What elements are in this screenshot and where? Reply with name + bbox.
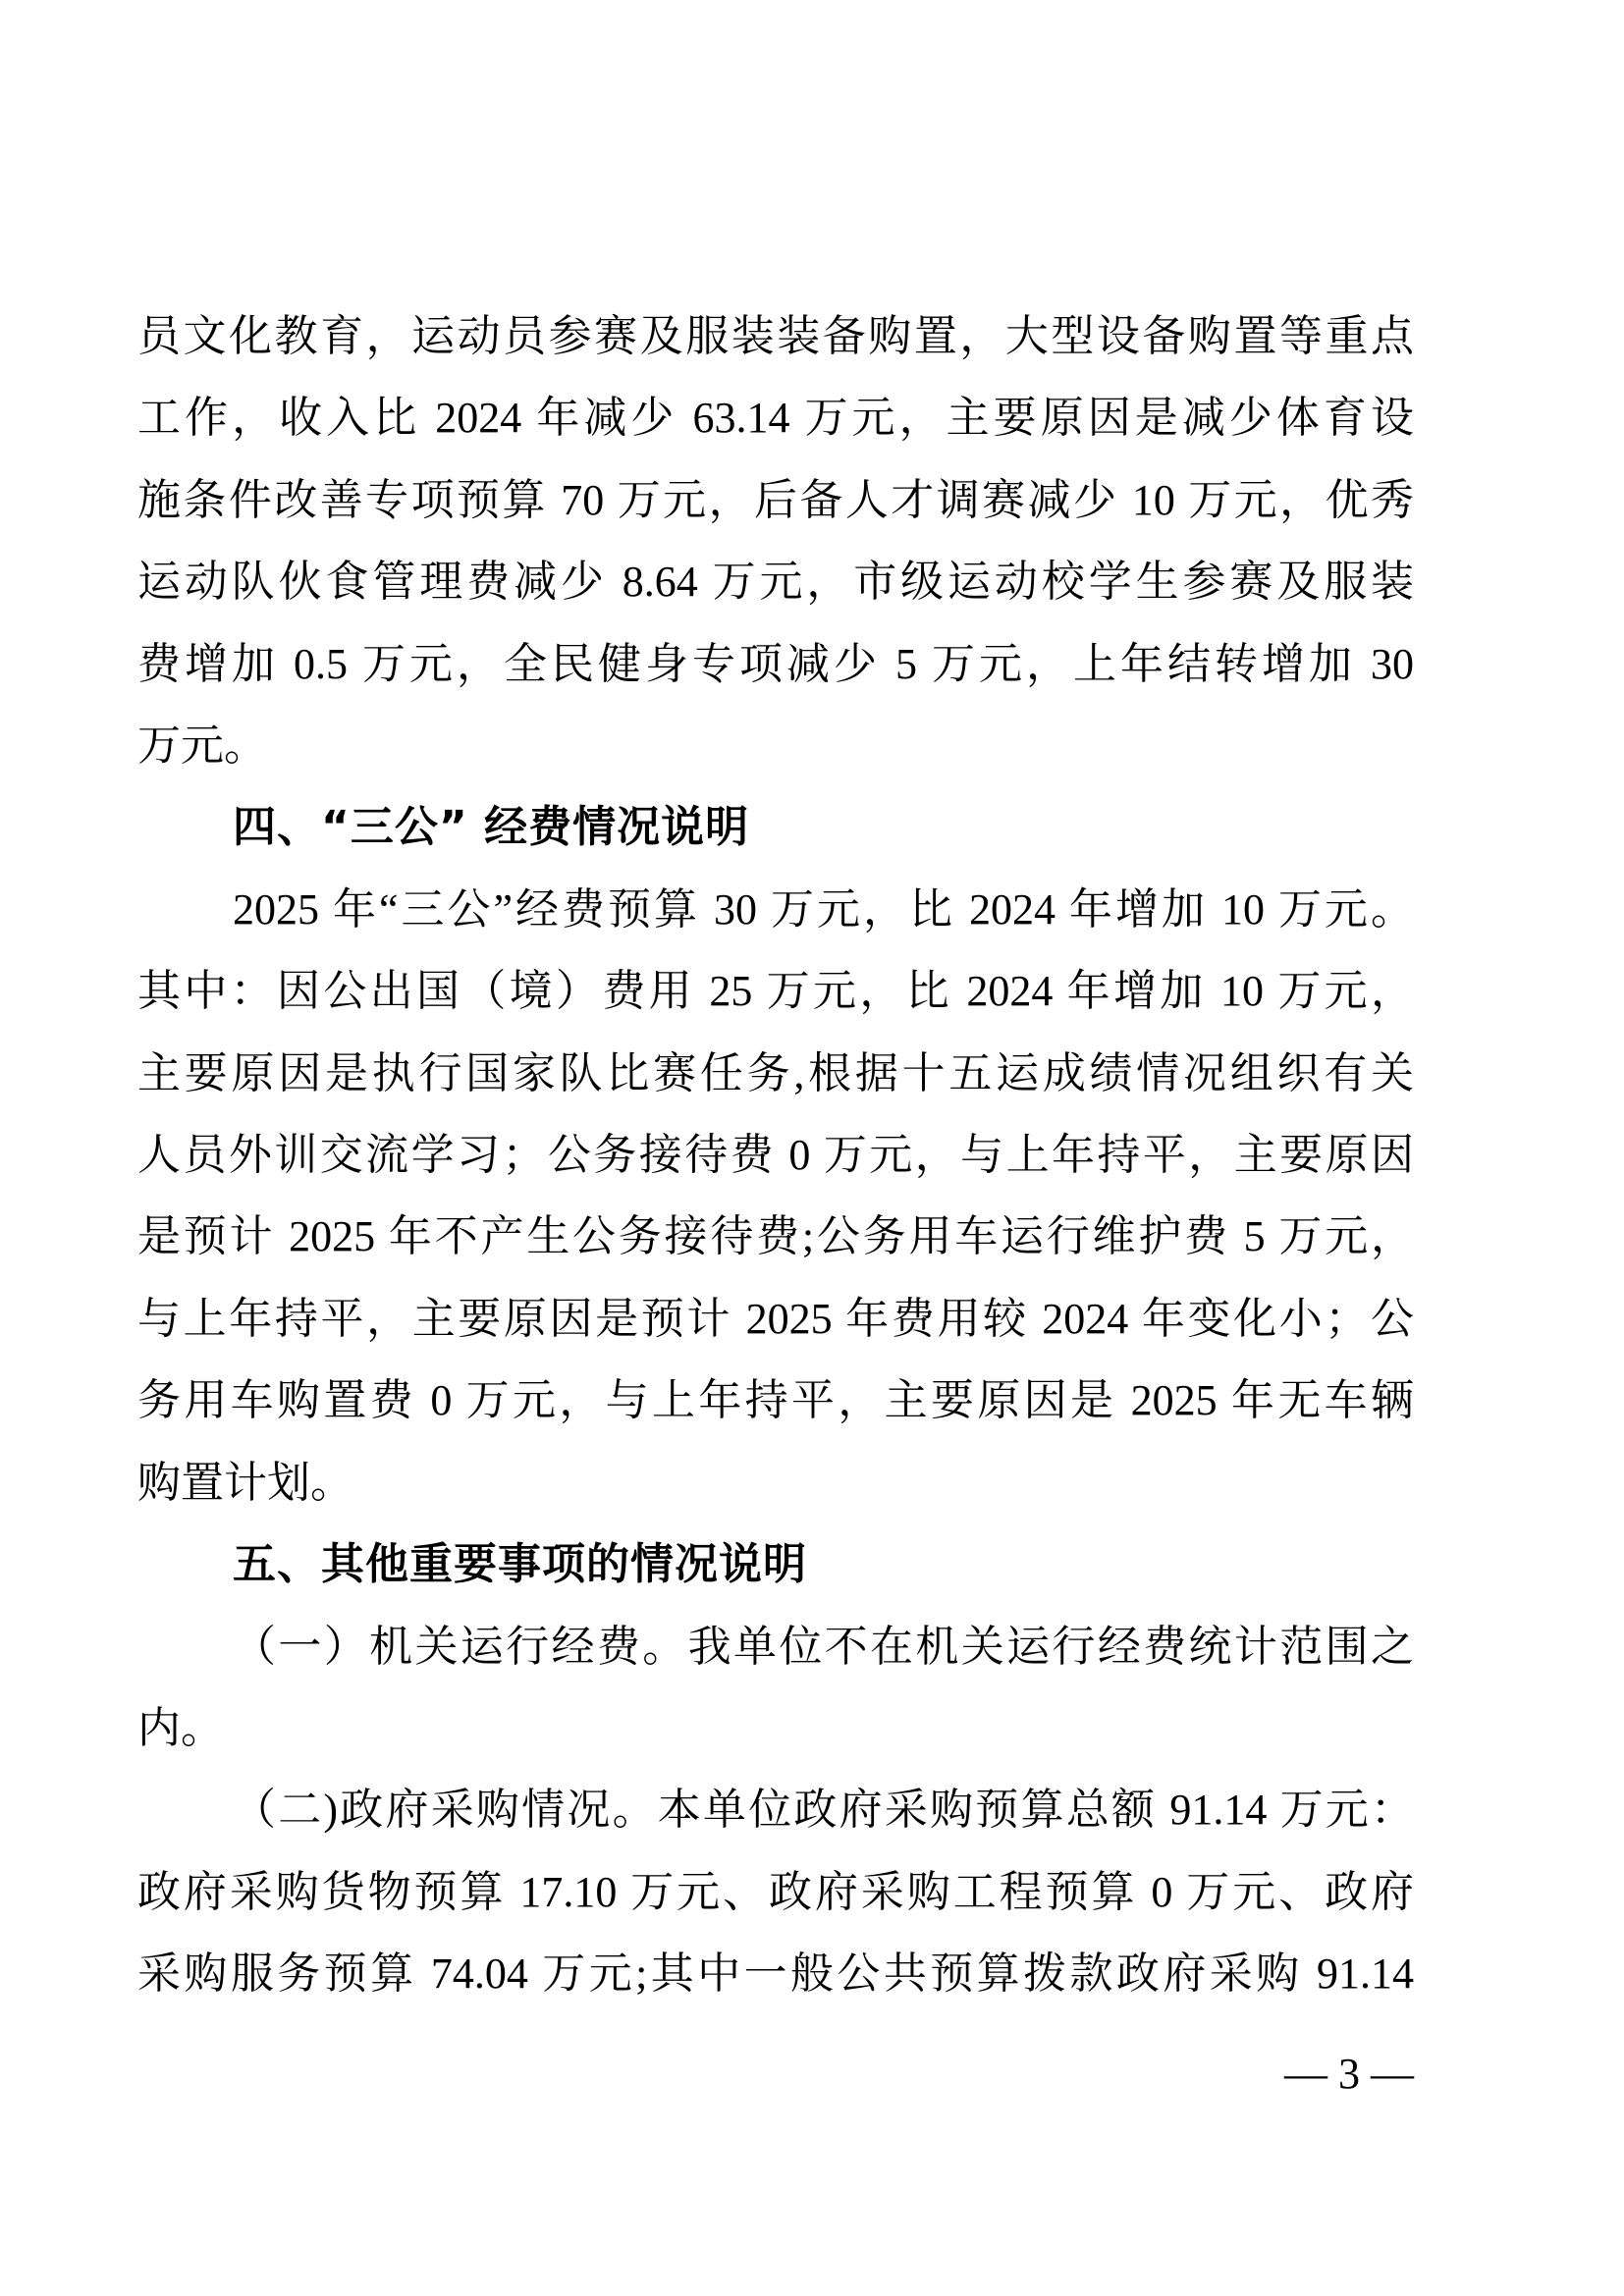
text-line: 费增加 0.5 万元，全民健身专项减少 5 万元，上年结转增加 30 xyxy=(137,639,1414,688)
section-heading: 四、“三公” 经费情况说明 xyxy=(233,802,750,853)
text-line: 施条件改善专项预算 70 万元，后备人才调赛减少 10 万元，优秀 xyxy=(137,475,1414,524)
text-line: 政府采购货物预算 17.10 万元、政府采购工程预算 0 万元、政府 xyxy=(137,1867,1414,1916)
section-heading: 五、其他重要事项的情况说明 xyxy=(233,1539,807,1590)
text-line: 其中：因公出国（境）费用 25 万元，比 2024 年增加 10 万元， xyxy=(137,967,1414,1016)
text-line: 2025 年“三公”经费预算 30 万元，比 2024 年增加 10 万元。 xyxy=(233,884,1414,934)
text-line: 务用车购置费 0 万元，与上年持平，主要原因是 2025 年无车辆 xyxy=(137,1376,1414,1425)
text-line: 人员外训交流学习；公务接待费 0 万元，与上年持平，主要原因 xyxy=(137,1131,1414,1180)
text-line: 主要原因是执行国家队比赛任务,根据十五运成绩情况组织有关 xyxy=(137,1048,1414,1097)
text-line: 万元。 xyxy=(137,721,267,771)
text-line: （二)政府采购情况。本单位政府采购预算总额 91.14 万元： xyxy=(233,1786,1414,1835)
text-line: 运动队伙食管理费减少 8.64 万元，市级运动校学生参赛及服装 xyxy=(137,558,1414,607)
text-line: 是预计 2025 年不产生公务接待费;公务用车运行维护费 5 万元， xyxy=(137,1212,1414,1261)
page-number: — 3 — xyxy=(1284,2050,1414,2098)
document-body xyxy=(137,295,1414,2015)
text-line: 与上年持平，主要原因是预计 2025 年费用较 2024 年变化小；公 xyxy=(137,1294,1414,1343)
text-line: （一）机关运行经费。我单位不在机关运行经费统计范围之 xyxy=(233,1622,1414,1671)
text-line: 采购服务预算 74.04 万元;其中一般公共预算拨款政府采购 91.14 xyxy=(137,1949,1414,1999)
text-line: 内。 xyxy=(137,1703,224,1752)
text-line: 购置计划。 xyxy=(137,1458,353,1507)
text-line: 员文化教育，运动员参赛及服装装备购置，大型设备购置等重点 xyxy=(137,312,1414,360)
text-line: 工作，收入比 2024 年减少 63.14 万元，主要原因是减少体育设 xyxy=(137,394,1414,443)
